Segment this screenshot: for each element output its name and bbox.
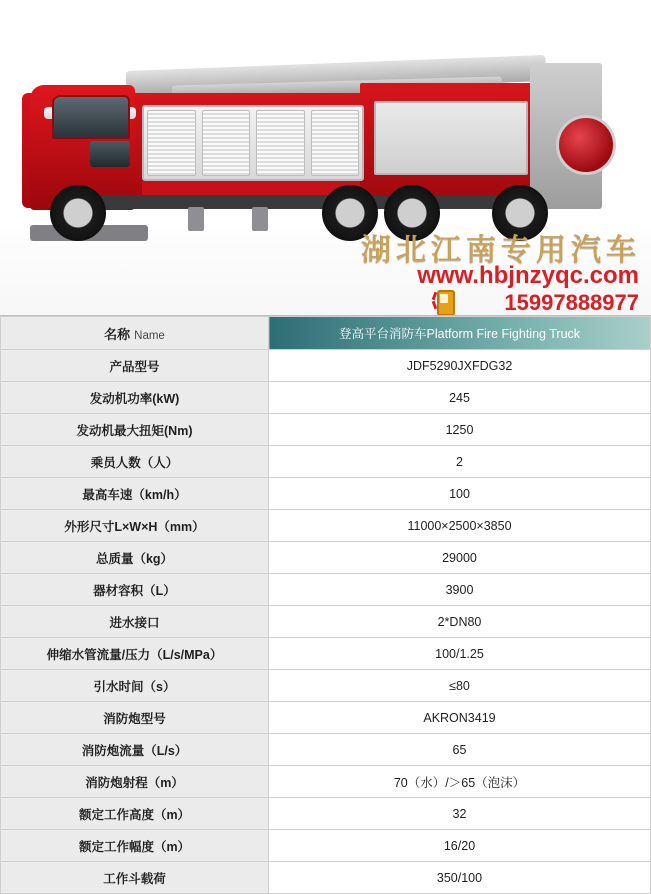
spec-label-cell: 发动机最大扭矩(Nm) — [1, 414, 269, 446]
table-row — [1, 734, 651, 766]
spec-label-cell: 产品型号 — [1, 350, 269, 382]
body-stripe — [142, 181, 360, 195]
header-value-cn: 登高平台消防车 — [338, 327, 427, 341]
table-row — [1, 446, 651, 478]
spec-value-cell: 1250 — [269, 414, 651, 446]
spec-value-cell: AKRON3419 — [269, 702, 651, 734]
spec-value-cell: ≤80 — [269, 670, 651, 702]
spec-value-cell: 70（水）/＞65（泡沫） — [269, 766, 651, 798]
side-window — [90, 141, 130, 167]
locker-door — [256, 110, 305, 176]
equipment-lockers — [142, 105, 364, 181]
header-value-cell — [269, 317, 651, 350]
table-row — [1, 414, 651, 446]
table-row — [1, 830, 651, 862]
spec-value-cell: 2 — [269, 446, 651, 478]
spec-label-cell: 乘员人数（人） — [1, 446, 269, 478]
table-row — [1, 862, 651, 894]
spec-label-cell: 最高车速（km/h） — [1, 478, 269, 510]
spec-label-cell: 额定工作高度（m） — [1, 798, 269, 830]
table-row — [1, 702, 651, 734]
spec-value-cell: 11000×2500×3850 — [269, 510, 651, 542]
header-label-en: Name — [134, 329, 165, 342]
spec-label-cell: 消防炮射程（m） — [1, 766, 269, 798]
table-row — [1, 766, 651, 798]
spec-value-cell: 65 — [269, 734, 651, 766]
table-row — [1, 510, 651, 542]
header-label-cn: 名称 — [104, 326, 131, 342]
locker-door — [202, 110, 251, 176]
outrigger — [252, 207, 268, 231]
spec-label-cell: 器材容积（L） — [1, 574, 269, 606]
spec-value-cell: 29000 — [269, 542, 651, 574]
spec-label-cell: 总质量（kg） — [1, 542, 269, 574]
rear-equipment-panel — [374, 101, 528, 175]
spec-label-cell: 引水时间（s） — [1, 670, 269, 702]
header-label-cell — [1, 317, 269, 350]
spec-label-cell: 发动机功率(kW) — [1, 382, 269, 414]
spec-label-cell: 进水接口 — [1, 606, 269, 638]
table-row — [1, 798, 651, 830]
spec-value-cell: 32 — [269, 798, 651, 830]
table-row — [1, 670, 651, 702]
fire-truck-illustration — [22, 55, 632, 230]
spec-label-cell: 消防炮型号 — [1, 702, 269, 734]
spec-value-cell: 245 — [269, 382, 651, 414]
table-row — [1, 478, 651, 510]
windshield — [52, 95, 130, 139]
product-photo — [0, 0, 651, 315]
table-header-row — [1, 317, 651, 350]
spec-label-cell: 工作斗载荷 — [1, 862, 269, 894]
spec-table-wrapper — [0, 315, 651, 894]
phone-icon-screen — [440, 294, 448, 303]
wheel — [50, 185, 106, 241]
spec-value-cell: 3900 — [269, 574, 651, 606]
watermark-phone-number: 15997888977 — [504, 290, 639, 315]
spec-label-cell: 消防炮流量（L/s） — [1, 734, 269, 766]
header-value-en: Platform Fire Fighting Truck — [426, 327, 581, 341]
spec-value-cell: 16/20 — [269, 830, 651, 862]
spec-value-cell: JDF5290JXFDG32 — [269, 350, 651, 382]
phone-icon — [433, 288, 455, 314]
spec-value-cell: 2*DN80 — [269, 606, 651, 638]
locker-door — [147, 110, 196, 176]
table-row — [1, 638, 651, 670]
outrigger — [188, 207, 204, 231]
chassis-frame — [102, 195, 522, 209]
table-row — [1, 542, 651, 574]
spec-label-cell: 外形尺寸L×W×H（mm） — [1, 510, 269, 542]
spec-label-cell: 额定工作幅度（m） — [1, 830, 269, 862]
table-row — [1, 574, 651, 606]
locker-door — [311, 110, 360, 176]
spec-value-cell: 100/1.25 — [269, 638, 651, 670]
table-row — [1, 382, 651, 414]
table-row — [1, 350, 651, 382]
watermark-company-name: 湖北江南专用汽车 — [361, 233, 641, 268]
table-row — [1, 606, 651, 638]
hose-reel — [556, 115, 616, 175]
spec-table — [0, 316, 651, 894]
spec-value-cell: 350/100 — [269, 862, 651, 894]
watermark-website: www.hbjnzyqc.com — [417, 262, 639, 289]
spec-value-cell: 100 — [269, 478, 651, 510]
spec-label-cell: 伸缩水管流量/压力（L/s/MPa） — [1, 638, 269, 670]
